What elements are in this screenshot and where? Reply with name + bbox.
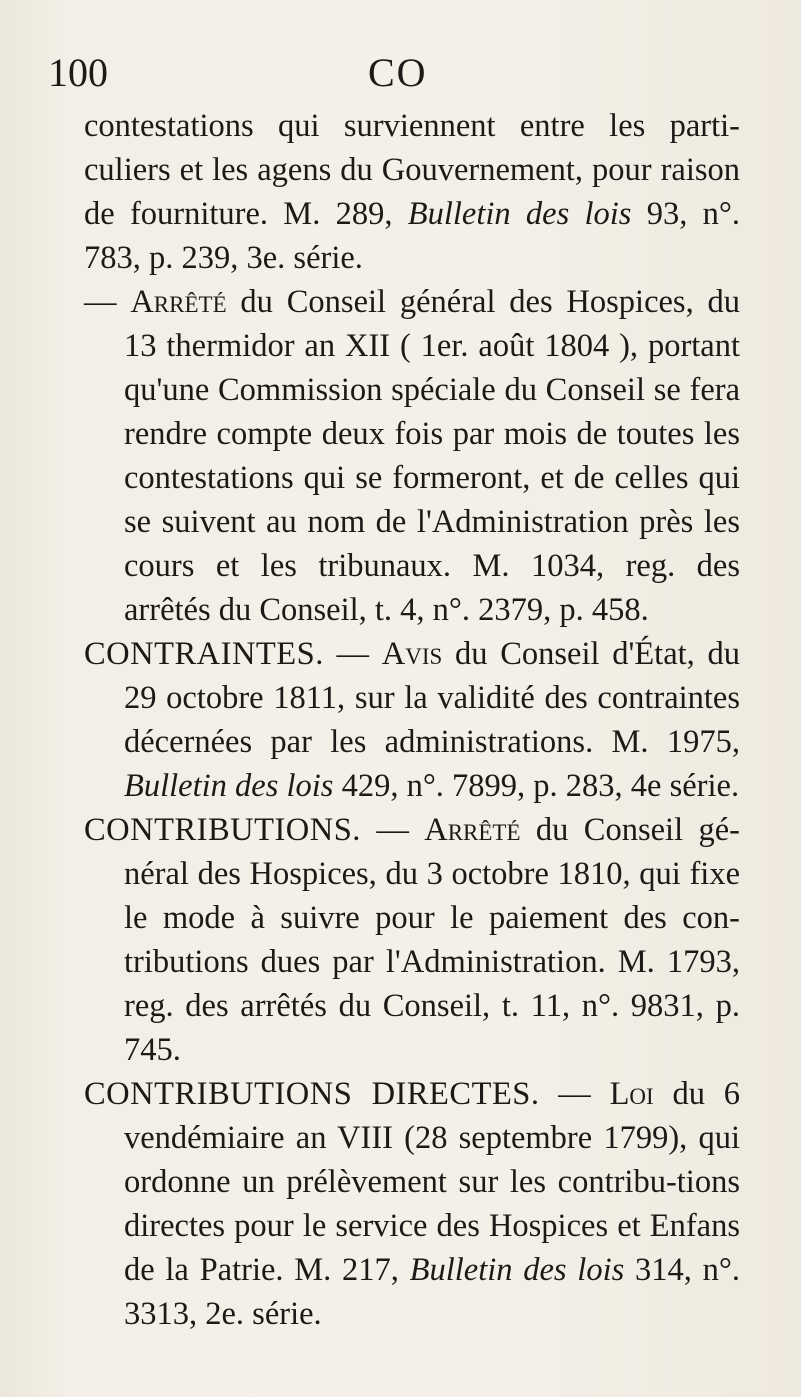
entry-act-type: Loi [609, 1076, 654, 1112]
page-number: 100 [48, 50, 108, 95]
page-header [48, 48, 761, 98]
entry-dash: — [323, 636, 382, 672]
citation-italic: Bulletin des lois [124, 768, 334, 804]
citation-italic: Bulletin des lois [409, 1252, 625, 1288]
entry-act-type: Arrêté [130, 284, 227, 320]
running-head: CO [368, 50, 428, 95]
entry-text: du 6 vendémiaire an VIII (28 septembre 1799), qui ordonne un prélèvement sur les contribu-tions directes pour le service des Hospices et Enfans de la Patrie. M. 217, [124, 1076, 740, 1288]
entry-heading: CONTRAINTES. [84, 636, 324, 672]
entry-contributions [84, 808, 740, 1072]
entry-arrete-thermidor [84, 280, 740, 632]
entry-contraintes [84, 632, 740, 808]
entry-tail: 429, n°. 7899, p. 283, 4e série. [333, 768, 740, 804]
entry-contributions-directes [84, 1072, 740, 1336]
entry-act-type: Arrêté [424, 812, 521, 848]
entry-dash: — [360, 812, 425, 848]
citation-italic: Bulletin des lois [407, 196, 632, 232]
entry-text: du Conseil d'État, du 29 octobre 1811, sur la validité des contraintes décernées par les administrations. M. 1975, [124, 636, 740, 760]
entry-dash: — [84, 284, 131, 320]
entry-act-type: Avis [381, 636, 443, 672]
page-body [84, 104, 740, 1336]
entry-tail: 93, n°. 783, p. 239, 3e. série. [84, 196, 740, 276]
entry-heading: CONTRIBUTIONS. [84, 812, 361, 848]
entry-heading: CONTRIBUTIONS DIRECTES. [84, 1076, 540, 1112]
entry-text: contestations qui surviennent entre les parti-culiers et les agens du Gouvernement, pour raison de fourniture. M. 289, [84, 108, 740, 232]
entry-text: du Conseil gé-néral des Hospices, du 3 octobre 1810, qui fixe le mode à suivre pour le paiement des con-tributions dues par l'Administration. M. 1793, reg. des arrêtés du Conseil, t. 11, n°. 9831, p. 745. [124, 812, 741, 1068]
entry-continuation [84, 104, 740, 280]
entry-dash: — [539, 1076, 610, 1112]
entry-text: du Conseil général des Hospices, du 13 thermidor an XII ( 1er. août 1804 ), portant qu'une Commission spéciale du Conseil se fera rendre compte deux fois par mois de toutes les contestations qui se formeront, et de celles qui se suivent au nom de l'Administration près les cours et les tribunaux. M. 1034, reg. des arrêtés du Conseil, t. 4, n°. 2379, p. 458. [124, 284, 741, 628]
entry-tail: 314, n°. 3313, 2e. série. [124, 1252, 740, 1332]
